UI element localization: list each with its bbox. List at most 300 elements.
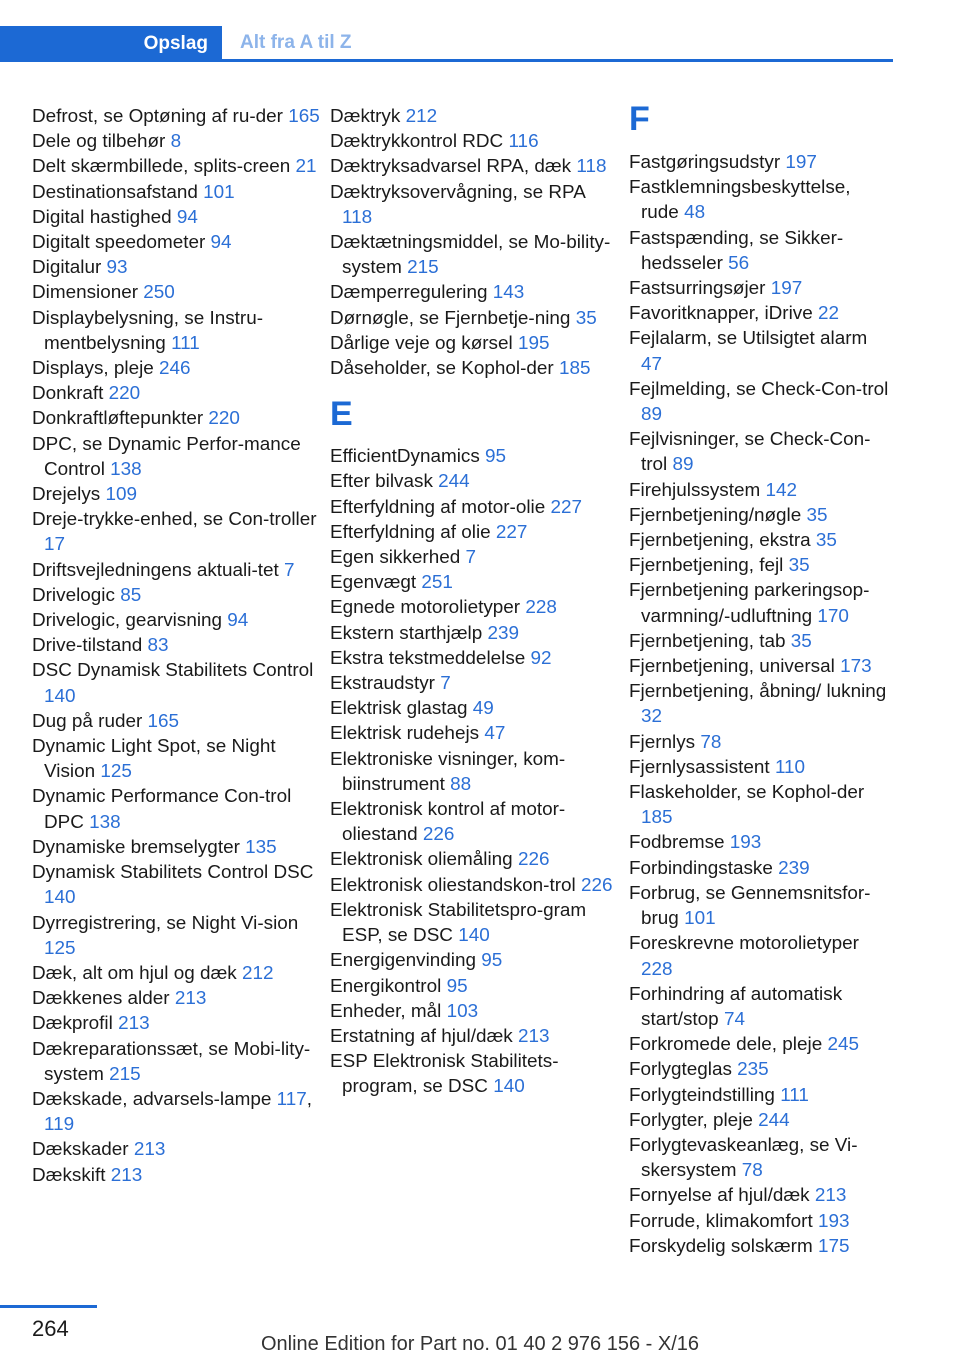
entry-term: Fjernbetjening, åbning/ lukning xyxy=(629,681,887,703)
page-link[interactable]: 245 xyxy=(827,1034,859,1056)
entry-term: Forbrug, se Gennemsnitsfor‐brug xyxy=(629,882,871,930)
index-entry xyxy=(629,150,893,175)
entry-term: Donkraft xyxy=(32,383,104,405)
index-entry xyxy=(32,860,322,910)
index-entry xyxy=(629,503,893,528)
page-link[interactable]: 74 xyxy=(723,1008,745,1030)
index-entry xyxy=(330,898,620,948)
index-entry xyxy=(330,948,620,973)
entry-term: Delt skærmbillede, splits‐creen xyxy=(32,156,291,178)
entry-term: Ekstra tekstmeddelelse xyxy=(330,647,526,669)
entry-term: Enheder, mål xyxy=(330,1000,442,1022)
index-entry xyxy=(330,1049,620,1099)
entry-term: Dynamic Performance Con‐trol DPC xyxy=(32,786,292,833)
index-entry xyxy=(629,578,893,628)
page-link[interactable]: 213 xyxy=(517,1025,550,1047)
entry-term: Firehjulssystem xyxy=(629,479,761,501)
entry-term: Fodbremse xyxy=(629,832,725,854)
page-link[interactable]: 116 xyxy=(508,131,539,153)
index-entry xyxy=(32,306,322,356)
index-entry xyxy=(330,230,620,280)
entry-term: Energigenvinding xyxy=(330,950,476,972)
index-entry xyxy=(32,1011,322,1036)
page-link[interactable]: 78 xyxy=(700,731,722,753)
entry-term: Forlygteglas xyxy=(629,1059,732,1081)
entry-term: Dørnøgle, se Fjernbetje‐ning xyxy=(330,307,571,329)
index-entry xyxy=(330,154,620,179)
page-link[interactable]: 48 xyxy=(684,202,706,224)
page-link[interactable]: 92 xyxy=(530,647,552,669)
index-entry xyxy=(32,633,322,658)
entry-term: Driftsvejledningens aktuali‐tet xyxy=(32,559,279,581)
index-entry xyxy=(629,931,893,981)
index-entry xyxy=(629,528,893,553)
index-entry xyxy=(330,671,620,696)
page-link[interactable]: 109 xyxy=(105,484,138,506)
index-entry xyxy=(330,520,620,545)
index-entry xyxy=(330,570,620,595)
entry-term: Fjernbetjening, fejl xyxy=(629,555,784,577)
entry-term: Dækskader xyxy=(32,1139,129,1161)
index-column-2 xyxy=(330,104,620,1100)
index-entry xyxy=(330,974,620,999)
page-link[interactable]: 47 xyxy=(641,353,663,375)
page-link[interactable]: 197 xyxy=(770,278,803,300)
page-link[interactable]: 35 xyxy=(790,630,812,652)
page-link[interactable]: 226 xyxy=(517,849,550,871)
page-link[interactable]: 78 xyxy=(741,1160,763,1182)
page-link[interactable]: 239 xyxy=(778,857,810,879)
entry-term: Displays, pleje xyxy=(32,358,154,380)
entry-term: Dæktrykkontrol RDC xyxy=(330,131,504,153)
page-number: 264 xyxy=(32,1316,69,1341)
index-entry xyxy=(330,495,620,520)
entry-term: Fjernlysassistent xyxy=(629,756,770,778)
index-entry xyxy=(330,1024,620,1049)
page-link[interactable]: 35 xyxy=(788,555,810,577)
page-link[interactable]: 85 xyxy=(120,584,142,606)
entry-term: Dynamiske bremselygter xyxy=(32,836,240,858)
index-entry xyxy=(32,406,322,431)
page-link[interactable]: 88 xyxy=(450,773,472,795)
index-entry xyxy=(32,205,322,230)
page-link[interactable]: 101 xyxy=(203,181,235,203)
page-link[interactable]: 94 xyxy=(176,206,198,228)
entry-term: Foreskrevne motorolietyper xyxy=(629,933,859,955)
page-link[interactable]: 244 xyxy=(758,1109,790,1131)
entry-term: Ekstern starthjælp xyxy=(330,622,483,644)
index-entry xyxy=(330,469,620,494)
entry-term: Dækprofil xyxy=(32,1013,113,1035)
index-entry xyxy=(629,553,893,578)
index-entry xyxy=(330,129,620,154)
index-entry xyxy=(32,986,322,1011)
index-entry xyxy=(32,784,322,834)
page-link[interactable]: 220 xyxy=(208,408,240,430)
index-entry xyxy=(330,306,620,331)
entry-term: Erstatning af hjul/dæk xyxy=(330,1025,513,1047)
index-entry xyxy=(330,696,620,721)
page-link[interactable]: 215 xyxy=(407,257,439,279)
index-entry xyxy=(32,381,322,406)
edition-footer: Online Edition for Part no. 01 40 2 976 156 - X/16 xyxy=(260,1333,700,1355)
index-entry xyxy=(330,797,620,847)
entry-term: Fejlvisninger, se Check-Con‐trol xyxy=(629,429,871,476)
entry-term: Forhindring af automatisk start/stop xyxy=(629,983,843,1030)
index-entry xyxy=(629,1133,893,1183)
entry-term: Forkromede dele, pleje xyxy=(629,1034,823,1056)
entry-term: Elektronisk oliestandskon‐trol xyxy=(330,874,576,896)
entry-term: Digital hastighed xyxy=(32,206,172,228)
index-entry xyxy=(32,558,322,583)
entry-term: Efterfyldning af motor‐olie xyxy=(330,496,546,518)
page-link[interactable]: 83 xyxy=(147,635,169,657)
section-letter-e: E xyxy=(330,395,353,434)
page-link[interactable]: 35 xyxy=(575,307,597,329)
page-link[interactable]: 125 xyxy=(44,937,76,959)
page-link[interactable]: 142 xyxy=(765,479,797,501)
page-link[interactable]: 111 xyxy=(171,332,200,354)
index-entry xyxy=(330,356,620,381)
entry-term: Destinationsafstand xyxy=(32,181,198,203)
entry-term: Flaskeholder, se Kophol‐der xyxy=(629,782,865,804)
entry-term: Dårlige veje og kørsel xyxy=(330,332,513,354)
entry-term: Egen sikkerhed xyxy=(330,547,461,569)
index-entry xyxy=(32,608,322,633)
page-link[interactable]: 213 xyxy=(133,1139,166,1161)
page-link[interactable]: 111 xyxy=(780,1084,809,1106)
page-link[interactable]: 7 xyxy=(465,547,476,569)
index-entry xyxy=(629,654,893,679)
page-link[interactable]: 138 xyxy=(110,458,142,480)
entry-term: Dækreparationssæt, se Mobi‐lity-system xyxy=(32,1038,311,1085)
index-entry xyxy=(32,583,322,608)
page-link[interactable]: 7 xyxy=(440,673,451,695)
index-entry xyxy=(32,911,322,961)
entry-term: Fornyelse af hjul/dæk xyxy=(629,1185,810,1207)
index-entry xyxy=(629,226,893,276)
index-entry xyxy=(629,856,893,881)
entry-term: Fjernbetjening parkeringsop‐varmning/-udluftning xyxy=(629,580,870,627)
entry-term: Dyrregistrering, se Night Vi‐sion xyxy=(32,912,299,934)
page-link[interactable]: 101 xyxy=(684,908,716,930)
page-link[interactable]: 212 xyxy=(405,106,438,127)
index-entry xyxy=(330,646,620,671)
page-link[interactable]: 228 xyxy=(641,958,673,980)
entry-term: Forrude, klimakomfort xyxy=(629,1210,813,1232)
index-entry xyxy=(629,629,893,654)
index-entry xyxy=(629,982,893,1032)
entry-term: EfficientDynamics xyxy=(330,446,480,468)
index-entry xyxy=(330,999,620,1024)
entry-term: Drive-tilstand xyxy=(32,635,143,657)
header-divider xyxy=(0,59,893,62)
index-entry xyxy=(629,780,893,830)
entry-term: Dæktætningsmiddel, se Mo‐bility-system xyxy=(330,232,611,279)
section-letter-f: F xyxy=(629,100,650,138)
entry-term: Elektrisk rudehejs xyxy=(330,723,480,745)
page-link[interactable]: 195 xyxy=(517,332,550,354)
entry-term: Fastklemningsbeskyttelse, rude xyxy=(629,177,851,224)
page-link[interactable]: 47 xyxy=(484,723,506,745)
entry-term: Forbindingstaske xyxy=(629,857,773,879)
entry-term: Forlygter, pleje xyxy=(629,1109,753,1131)
entry-term: Dynamisk Stabilitets Control DSC xyxy=(32,862,314,884)
page-link[interactable]: 35 xyxy=(806,504,828,526)
page-link[interactable]: 140 xyxy=(493,1076,525,1098)
page-link[interactable]: 215 xyxy=(109,1063,141,1085)
index-entry: Dækskade, advarsels‐lampe 117, 119 xyxy=(32,1088,313,1136)
page-link[interactable]: 119 xyxy=(44,1114,75,1136)
index-entry xyxy=(330,180,620,230)
entry-term: Defrost, se Optøning af ru‐der xyxy=(32,106,283,127)
index-entry xyxy=(629,377,893,427)
page-link[interactable]: 138 xyxy=(89,811,121,833)
index-entry xyxy=(32,961,322,986)
entry-term: Drivelogic xyxy=(32,584,115,606)
page-link[interactable]: 32 xyxy=(641,706,663,728)
index-entry xyxy=(32,154,322,179)
entry-term: Dæktryksadvarsel RPA, dæk xyxy=(330,156,572,178)
entry-term: Fjernbetjening, ekstra xyxy=(629,530,811,552)
entry-term: Drivelogic, gearvisning xyxy=(32,610,223,632)
entry-term: Dåseholder, se Kophol‐der xyxy=(330,358,554,380)
entry-term: Dele og tilbehør xyxy=(32,131,166,153)
page-link[interactable]: 8 xyxy=(170,131,182,153)
index-entry xyxy=(330,444,620,469)
page-link[interactable]: 213 xyxy=(814,1185,847,1207)
entry-term: Efterfyldning af olie xyxy=(330,521,491,543)
entry-term: Dæktryk xyxy=(330,106,401,127)
index-entry xyxy=(629,1032,893,1057)
page-link[interactable]: 110 xyxy=(774,756,806,778)
entry-term: Fastspænding, se Sikker‐hedsseler xyxy=(629,227,844,274)
index-entry xyxy=(32,658,322,708)
entry-term: DSC Dynamisk Stabilitets Control xyxy=(32,660,314,682)
entry-term: Forskydelig solskærm xyxy=(629,1235,813,1257)
entry-term: DPC, se Dynamic Perfor‐mance Control xyxy=(32,433,301,480)
page-link[interactable]: 22 xyxy=(817,303,839,325)
page-link[interactable]: 95 xyxy=(485,446,507,468)
entry-term: Dimensioner xyxy=(32,282,139,304)
entry-term: Digitalt speedometer xyxy=(32,232,206,254)
index-entry xyxy=(32,104,322,129)
entry-term: Dækkenes alder xyxy=(32,988,170,1010)
entry-term: Elektronisk oliemåling xyxy=(330,849,513,871)
page-link[interactable]: 226 xyxy=(580,874,613,896)
index-entry xyxy=(330,331,620,356)
index-entry xyxy=(32,482,322,507)
entry-term: Energikontrol xyxy=(330,975,442,997)
page-link[interactable]: 140 xyxy=(44,887,76,909)
page-link[interactable]: 244 xyxy=(438,471,470,493)
page-number-bar xyxy=(0,1305,97,1308)
index-entry xyxy=(32,734,322,784)
entry-term: Digitalur xyxy=(32,257,102,279)
index-entry xyxy=(629,1057,893,1082)
page-link[interactable]: 56 xyxy=(728,252,750,274)
entry-term: Fejlmelding, se Check-Con‐trol xyxy=(629,378,889,400)
index-entry xyxy=(330,280,620,305)
entry-term: Fjernbetjening/nøgle xyxy=(629,504,802,526)
page-link[interactable]: 89 xyxy=(672,454,694,476)
page-link[interactable]: 226 xyxy=(422,824,455,846)
index-entry xyxy=(32,709,322,734)
index-column-1 xyxy=(32,104,322,1188)
index-entry xyxy=(330,104,620,129)
entry-term: Elektrisk glastag xyxy=(330,698,468,720)
page-link[interactable]: 125 xyxy=(100,761,132,783)
index-entry xyxy=(629,679,893,729)
page-link[interactable]: 118 xyxy=(342,206,373,228)
index-entry xyxy=(32,356,322,381)
page-link[interactable]: 93 xyxy=(106,257,128,279)
page-link[interactable]: 193 xyxy=(817,1210,850,1232)
page-link[interactable]: 94 xyxy=(227,610,249,632)
index-entry xyxy=(629,730,893,755)
index-entry xyxy=(629,1183,893,1208)
index-entry xyxy=(32,1163,322,1188)
index-entry xyxy=(629,326,893,376)
tab-alt-fra-a-til-z[interactable]: Alt fra A til Z xyxy=(240,31,352,53)
page-link[interactable]: 49 xyxy=(472,698,494,720)
page-link[interactable]: 227 xyxy=(550,496,583,518)
index-entry xyxy=(629,276,893,301)
entry-term: Fjernlys xyxy=(629,731,696,753)
page-link[interactable]: 95 xyxy=(481,950,503,972)
page-link[interactable]: 197 xyxy=(785,152,817,173)
entry-term: Dæmperregulering xyxy=(330,282,488,304)
page-link[interactable]: 246 xyxy=(159,358,191,380)
tab-opslag[interactable]: Opslag xyxy=(0,26,222,62)
entry-term: Donkraftløftepunkter xyxy=(32,408,204,430)
page-link[interactable]: 89 xyxy=(641,404,663,426)
entry-term: Dynamic Light Spot, se Night Vision xyxy=(32,736,276,783)
index-entry xyxy=(32,507,322,557)
entry-term: Efter bilvask xyxy=(330,471,433,493)
page-link[interactable]: 140 xyxy=(44,685,76,707)
entry-term: Favoritknapper, iDrive xyxy=(629,303,813,325)
index-entry xyxy=(629,1209,893,1234)
entry-term: ESP Elektronisk Stabilitets‐program, se DSC xyxy=(330,1051,559,1098)
page-link[interactable]: 228 xyxy=(525,597,557,619)
page-link[interactable]: 118 xyxy=(576,156,607,178)
index-entry xyxy=(629,1108,893,1133)
entry-term: Dækskade, advarsels‐lampe xyxy=(32,1088,272,1110)
entry-term: Fejlalarm, se Utilsigtet alarm xyxy=(629,328,868,350)
entry-term: Elektronisk Stabilitetspro‐gram ESP, se DSC xyxy=(330,899,587,947)
index-entry xyxy=(32,280,322,305)
entry-term: Elektroniske visninger, kom‐biinstrument xyxy=(330,748,566,795)
index-entry xyxy=(330,595,620,620)
index-entry xyxy=(32,1037,322,1087)
page-link[interactable]: 94 xyxy=(210,232,232,254)
page-link[interactable]: 239 xyxy=(487,622,520,644)
page-link[interactable]: 103 xyxy=(446,1000,479,1022)
entry-term: Dug på ruder xyxy=(32,710,143,732)
index-entry xyxy=(330,545,620,570)
page-link[interactable]: 212 xyxy=(242,962,274,984)
page-link[interactable]: 95 xyxy=(446,975,468,997)
entry-term: Dæk, alt om hjul og dæk xyxy=(32,962,237,984)
index-entry xyxy=(330,873,620,898)
page-link[interactable]: 173 xyxy=(840,656,872,678)
index-entry xyxy=(32,432,322,482)
page-link[interactable]: 185 xyxy=(641,807,673,829)
entry-term: Dækskift xyxy=(32,1164,106,1186)
index-entry xyxy=(629,830,893,855)
page-link[interactable]: 7 xyxy=(284,559,295,581)
entry-term: Ekstraudstyr xyxy=(330,673,435,695)
page-link[interactable]: 165 xyxy=(288,106,320,127)
entry-term: Dreje-trykke-enhed, se Con‐troller xyxy=(32,509,317,531)
page-link[interactable]: 117 xyxy=(276,1088,307,1110)
index-entry xyxy=(629,881,893,931)
index-entry xyxy=(629,427,893,477)
index-entry xyxy=(32,1137,322,1162)
entry-term: Displaybelysning, se Instru‐mentbelysning xyxy=(32,307,263,354)
index-entry xyxy=(32,835,322,860)
index-entry xyxy=(32,255,322,280)
index-entry xyxy=(629,478,893,503)
index-entry xyxy=(330,721,620,746)
index-entry xyxy=(629,175,893,225)
index-entry xyxy=(629,755,893,780)
entry-term: Fastsurringsøjer xyxy=(629,278,766,300)
entry-term: Egnede motorolietyper xyxy=(330,597,521,619)
page-link[interactable]: 251 xyxy=(421,572,453,594)
page-link[interactable]: 220 xyxy=(108,383,141,405)
entry-term: Fastgøringsudstyr xyxy=(629,152,781,173)
page-link[interactable]: 235 xyxy=(737,1059,769,1081)
entry-term: Elektronisk kontrol af motor‐oliestand xyxy=(330,799,566,846)
index-entry xyxy=(629,1234,893,1259)
index-column-3 xyxy=(629,100,893,1259)
index-entry xyxy=(629,301,893,326)
index-entry xyxy=(330,847,620,872)
entry-term: Forlygtevaskeanlæg, se Vi‐skersystem xyxy=(629,1134,858,1182)
page-link[interactable]: 193 xyxy=(729,832,762,854)
page-link[interactable]: 213 xyxy=(118,1013,150,1035)
index-entry xyxy=(32,180,322,205)
page-link[interactable]: 17 xyxy=(44,534,66,556)
index-entry xyxy=(32,129,322,154)
index-entry xyxy=(330,621,620,646)
entry-term: Drejelys xyxy=(32,484,101,506)
page-link[interactable]: 185 xyxy=(558,358,591,380)
index-entry xyxy=(330,747,620,797)
page-link[interactable]: 250 xyxy=(143,282,175,304)
entry-term: Fjernbetjening, universal xyxy=(629,656,835,678)
page-link[interactable]: 213 xyxy=(174,988,207,1010)
entry-term: Dæktryksovervågning, se RPA xyxy=(330,181,585,203)
page-link[interactable]: 227 xyxy=(495,521,528,543)
page-link[interactable]: 175 xyxy=(817,1235,850,1257)
page-link[interactable]: 143 xyxy=(492,282,525,304)
page-link[interactable]: 35 xyxy=(815,530,837,552)
entry-term: Egenvægt xyxy=(330,572,417,594)
index-entry xyxy=(629,1083,893,1108)
page-link[interactable]: 140 xyxy=(458,925,490,947)
page-link[interactable]: 165 xyxy=(147,710,180,732)
entry-term: Fjernbetjening, tab xyxy=(629,630,786,652)
page-link[interactable]: 135 xyxy=(245,836,277,858)
entry-term: Forlygteindstilling xyxy=(629,1084,775,1106)
page-link[interactable]: 21 xyxy=(295,156,317,178)
header-tabs xyxy=(0,26,893,62)
page-link[interactable]: 213 xyxy=(110,1164,143,1186)
page-link[interactable]: 170 xyxy=(817,605,849,627)
